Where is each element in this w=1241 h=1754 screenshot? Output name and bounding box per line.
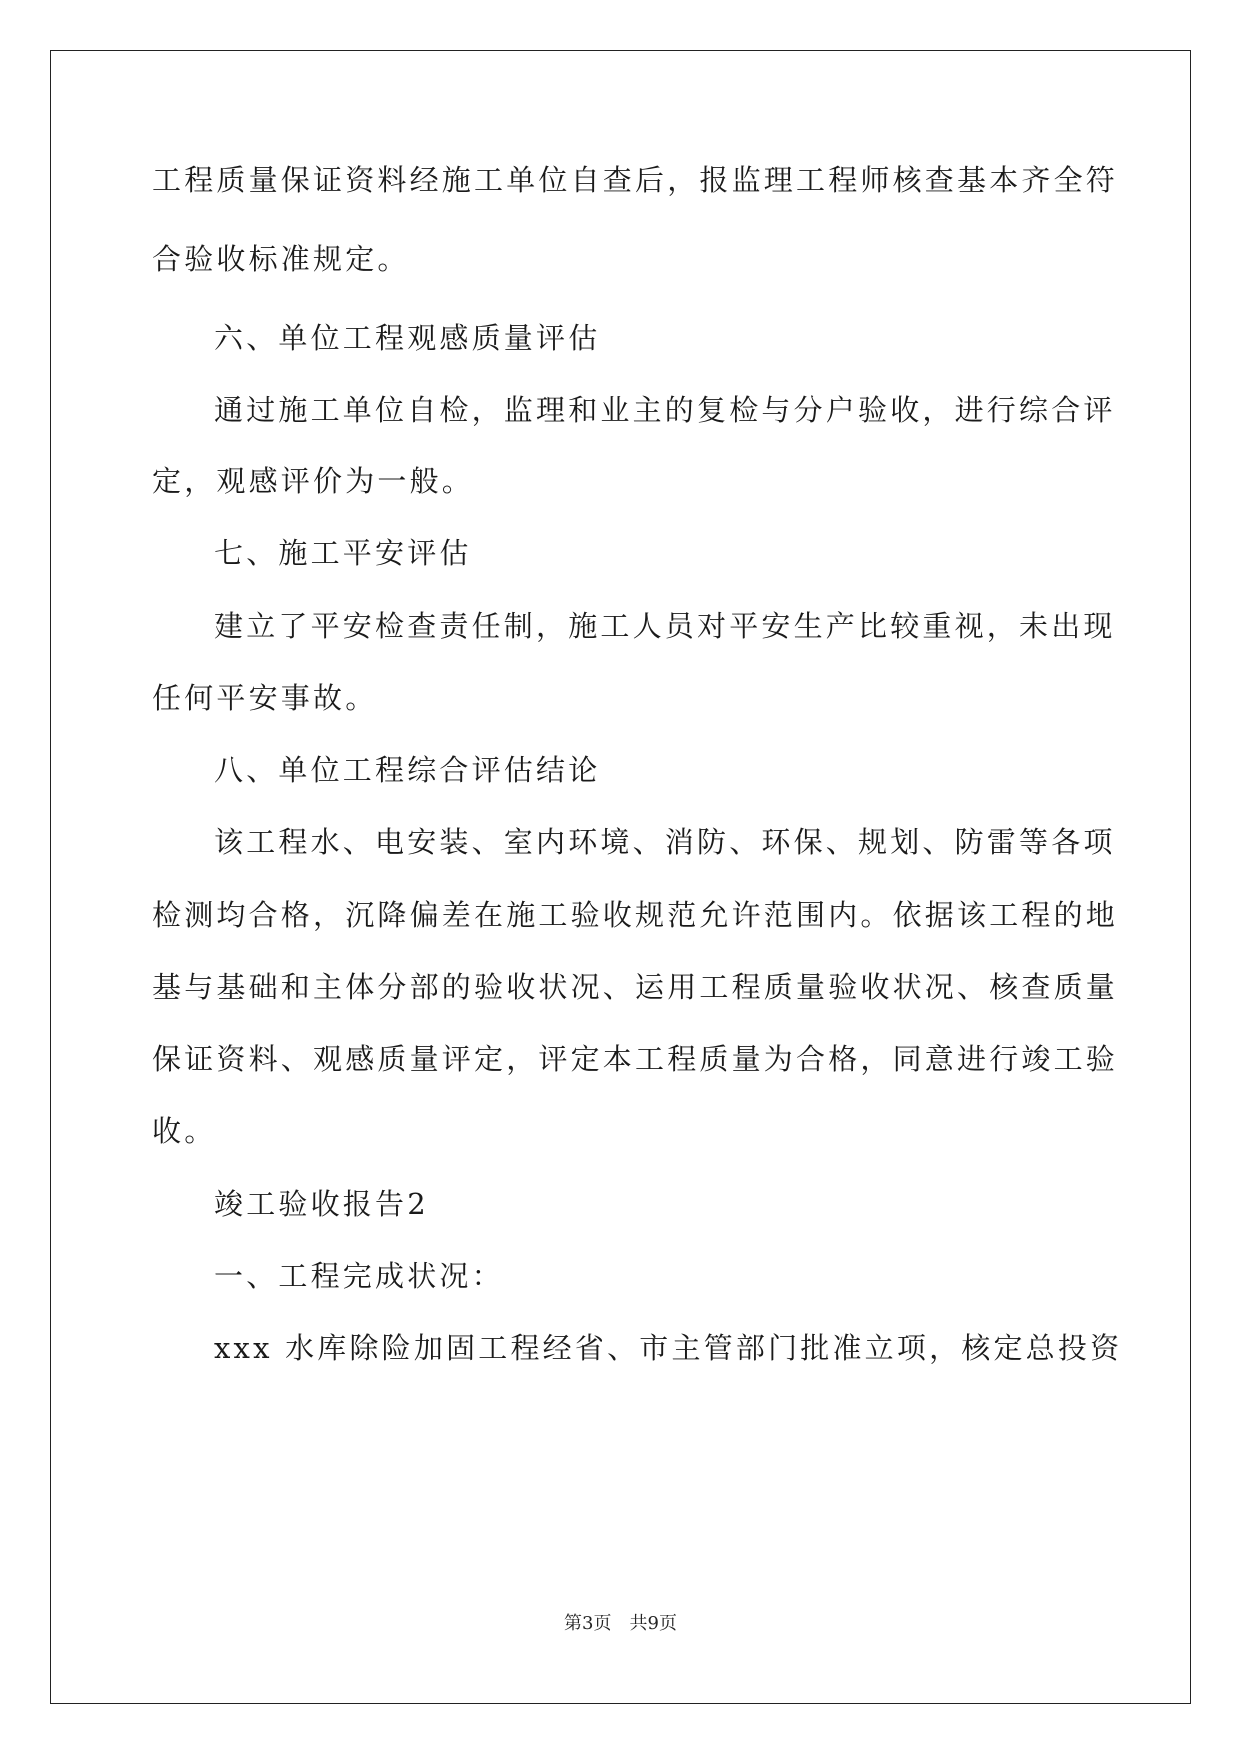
paragraph-line: 基与基础和主体分部的验收状况、运用工程质量验收状况、核查质量 [152, 970, 1119, 1004]
paragraph-line: 任何平安事故。 [152, 681, 378, 715]
page-total: 共9页 [629, 1613, 677, 1634]
section-heading: 七、施工平安评估 [214, 536, 472, 570]
page-number: 第3页 [564, 1613, 612, 1634]
paragraph-line: 通过施工单位自检，监理和业主的复检与分户验收，进行综合评 [214, 393, 1116, 427]
page-footer [0, 1612, 1241, 1636]
paragraph-line: 工程质量保证资料经施工单位自查后，报监理工程师核查基本齐全符 [152, 163, 1119, 197]
document-subtitle: 竣工验收报告2 [214, 1187, 429, 1221]
paragraph-line: 合验收标准规定。 [152, 242, 410, 276]
section-heading: 六、单位工程观感质量评估 [214, 321, 601, 355]
page-border [50, 50, 1191, 1704]
paragraph-line: 该工程水、电安装、室内环境、消防、环保、规划、防雷等各项 [214, 825, 1116, 859]
section-heading: 八、单位工程综合评估结论 [214, 753, 601, 787]
paragraph-line: 保证资料、观感质量评定，评定本工程质量为合格，同意进行竣工验 [152, 1042, 1119, 1076]
paragraph-line: xxx 水库除险加固工程经省、市主管部门批准立项，核定总投资 [214, 1331, 1123, 1365]
paragraph-line: 建立了平安检查责任制，施工人员对平安生产比较重视，未出现 [214, 609, 1116, 643]
paragraph-line: 检测均合格，沉降偏差在施工验收规范允许范围内。依据该工程的地 [152, 898, 1119, 932]
paragraph-line: 收。 [152, 1114, 217, 1148]
paragraph-line: 定，观感评价为一般。 [152, 464, 475, 498]
section-heading: 一、工程完成状况： [214, 1259, 504, 1293]
